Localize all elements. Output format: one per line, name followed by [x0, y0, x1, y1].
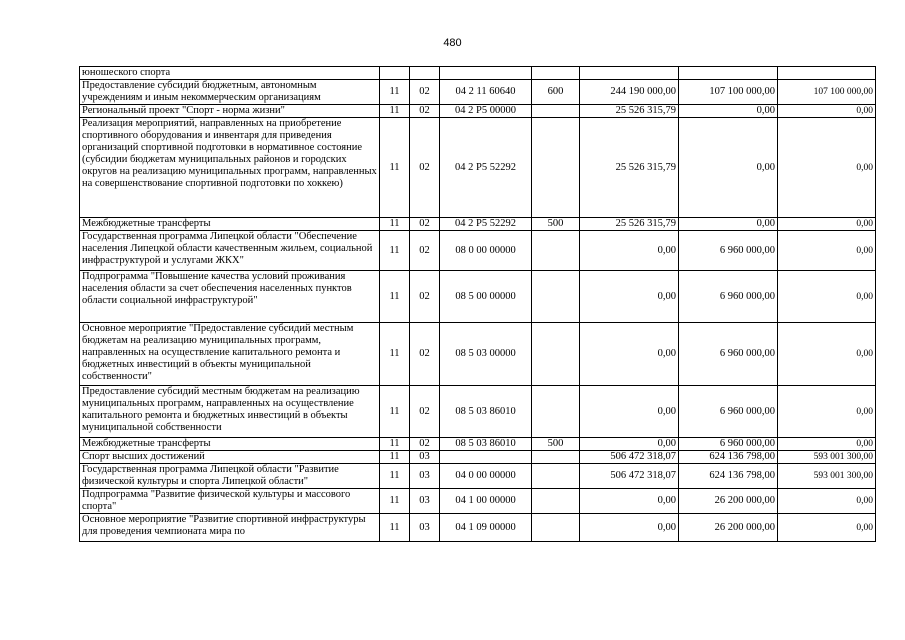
amount-year-3: 0,00: [778, 231, 876, 271]
row-name: Основное мероприятие "Предоставление субсидий местным бюджетам на реализацию муниципальных программ, направленных на осуществление капитального ремонта и бюджетных инвестиций в объекты муниципальной собственности": [80, 323, 380, 386]
amount-year-2: 624 136 798,00: [679, 464, 778, 489]
amount-year-1: 244 190 000,00: [580, 80, 679, 105]
target-article-code: 04 0 00 00000: [440, 464, 532, 489]
section-code: 11: [380, 464, 410, 489]
amount-year-2: [679, 67, 778, 80]
target-article-code: 08 0 00 00000: [440, 231, 532, 271]
row-name: Подпрограмма "Развитие физической культуры и массового спорта": [80, 489, 380, 514]
expense-type-code: 500: [532, 438, 580, 451]
amount-year-3: 107 100 000,00: [778, 80, 876, 105]
target-article-code: [440, 67, 532, 80]
target-article-code: 04 2 P5 00000: [440, 105, 532, 118]
amount-year-1: 25 526 315,79: [580, 105, 679, 118]
amount-year-2: 6 960 000,00: [679, 438, 778, 451]
amount-year-1: 25 526 315,79: [580, 118, 679, 218]
amount-year-2: 6 960 000,00: [679, 386, 778, 438]
amount-year-2: 26 200 000,00: [679, 514, 778, 542]
amount-year-1: 25 526 315,79: [580, 218, 679, 231]
amount-year-1: 506 472 318,07: [580, 464, 679, 489]
row-name: Подпрограмма "Повышение качества условий проживания населения области за счет обеспечения населенных пунктов области социальной инфраструктурой": [80, 271, 380, 323]
expense-type-code: [532, 323, 580, 386]
subsection-code: 02: [410, 231, 440, 271]
amount-year-2: 107 100 000,00: [679, 80, 778, 105]
section-code: 11: [380, 451, 410, 464]
amount-year-1: 0,00: [580, 271, 679, 323]
table-row: [80, 105, 876, 118]
amount-year-2: 6 960 000,00: [679, 271, 778, 323]
expense-type-code: [532, 489, 580, 514]
expense-type-code: [532, 464, 580, 489]
section-code: 11: [380, 231, 410, 271]
row-name: Государственная программа Липецкой области "Обеспечение населения Липецкой области качественным жильем, социальной инфраструктурой и услугами ЖКХ": [80, 231, 380, 271]
row-name: Предоставление субсидий местным бюджетам на реализацию муниципальных программ, направленных на осуществление капитального ремонта и бюджетных инвестиций в объекты муниципальной собственности: [80, 386, 380, 438]
section-code: 11: [380, 323, 410, 386]
row-name: Межбюджетные трансферты: [80, 218, 380, 231]
expense-type-code: [532, 271, 580, 323]
page-number: 480: [443, 37, 462, 49]
subsection-code: 02: [410, 438, 440, 451]
section-code: 11: [380, 218, 410, 231]
table-row: [80, 67, 876, 80]
amount-year-1: 0,00: [580, 386, 679, 438]
section-code: 11: [380, 80, 410, 105]
amount-year-3: 0,00: [778, 271, 876, 323]
target-article-code: 08 5 03 86010: [440, 438, 532, 451]
amount-year-1: 0,00: [580, 438, 679, 451]
expense-type-code: [532, 231, 580, 271]
amount-year-3: 0,00: [778, 386, 876, 438]
subsection-code: 02: [410, 105, 440, 118]
target-article-code: 04 2 P5 52292: [440, 218, 532, 231]
target-article-code: [440, 451, 532, 464]
target-article-code: 04 2 11 60640: [440, 80, 532, 105]
target-article-code: 04 2 P5 52292: [440, 118, 532, 218]
subsection-code: 02: [410, 386, 440, 438]
table-row: [80, 464, 876, 489]
table-row: [80, 323, 876, 386]
amount-year-2: 624 136 798,00: [679, 451, 778, 464]
section-code: 11: [380, 438, 410, 451]
amount-year-1: [580, 67, 679, 80]
row-name: Государственная программа Липецкой области "Развитие физической культуры и спорта Липецкой области": [80, 464, 380, 489]
section-code: 11: [380, 118, 410, 218]
target-article-code: 08 5 03 00000: [440, 323, 532, 386]
amount-year-3: 0,00: [778, 489, 876, 514]
table-body: [80, 67, 876, 542]
amount-year-3: 0,00: [778, 323, 876, 386]
row-name: Реализация мероприятий, направленных на приобретение спортивного оборудования и инвентаря для приведения организаций спортивной подготовки в нормативное состояние (субсидии бюджетам муниципальных районов и городских округов на реализацию муниципальных программ, направленных на совершенствование спортивной подготовки по хоккею): [80, 118, 380, 218]
subsection-code: 03: [410, 451, 440, 464]
amount-year-2: 6 960 000,00: [679, 231, 778, 271]
expense-type-code: 500: [532, 218, 580, 231]
row-name: Спорт высших достижений: [80, 451, 380, 464]
table-row: [80, 514, 876, 542]
section-code: 11: [380, 271, 410, 323]
amount-year-3: 0,00: [778, 438, 876, 451]
subsection-code: 03: [410, 514, 440, 542]
amount-year-2: 26 200 000,00: [679, 489, 778, 514]
target-article-code: 04 1 00 00000: [440, 489, 532, 514]
expense-type-code: [532, 67, 580, 80]
amount-year-1: 506 472 318,07: [580, 451, 679, 464]
table-row: [80, 451, 876, 464]
budget-table: [79, 66, 876, 542]
expense-type-code: [532, 514, 580, 542]
amount-year-2: 6 960 000,00: [679, 323, 778, 386]
amount-year-3: 0,00: [778, 118, 876, 218]
row-name: Предоставление субсидий бюджетным, автономным учреждениям и иным некоммерческим организациям: [80, 80, 380, 105]
subsection-code: 02: [410, 218, 440, 231]
amount-year-2: 0,00: [679, 105, 778, 118]
section-code: 11: [380, 514, 410, 542]
subsection-code: 02: [410, 323, 440, 386]
table-row: [80, 489, 876, 514]
expense-type-code: [532, 386, 580, 438]
target-article-code: 08 5 00 00000: [440, 271, 532, 323]
amount-year-3: 593 001 300,00: [778, 451, 876, 464]
amount-year-3: 0,00: [778, 105, 876, 118]
subsection-code: 03: [410, 489, 440, 514]
amount-year-1: 0,00: [580, 489, 679, 514]
expense-type-code: [532, 105, 580, 118]
table-row: [80, 218, 876, 231]
expense-type-code: 600: [532, 80, 580, 105]
amount-year-3: [778, 67, 876, 80]
subsection-code: 03: [410, 464, 440, 489]
row-name: Межбюджетные трансферты: [80, 438, 380, 451]
subsection-code: [410, 67, 440, 80]
amount-year-3: 593 001 300,00: [778, 464, 876, 489]
row-name: Региональный проект "Спорт - норма жизни": [80, 105, 380, 118]
table-row: [80, 271, 876, 323]
expense-type-code: [532, 451, 580, 464]
amount-year-1: 0,00: [580, 514, 679, 542]
amount-year-3: 0,00: [778, 218, 876, 231]
subsection-code: 02: [410, 80, 440, 105]
section-code: 11: [380, 489, 410, 514]
table-row: [80, 438, 876, 451]
amount-year-1: 0,00: [580, 323, 679, 386]
table-row: [80, 80, 876, 105]
amount-year-2: 0,00: [679, 218, 778, 231]
table-row: [80, 386, 876, 438]
subsection-code: 02: [410, 271, 440, 323]
amount-year-2: 0,00: [679, 118, 778, 218]
target-article-code: 04 1 09 00000: [440, 514, 532, 542]
amount-year-3: 0,00: [778, 514, 876, 542]
section-code: 11: [380, 105, 410, 118]
row-name: юношеского спорта: [80, 67, 380, 80]
target-article-code: 08 5 03 86010: [440, 386, 532, 438]
table-row: [80, 118, 876, 218]
table-row: [80, 231, 876, 271]
expense-type-code: [532, 118, 580, 218]
section-code: [380, 67, 410, 80]
subsection-code: 02: [410, 118, 440, 218]
section-code: 11: [380, 386, 410, 438]
amount-year-1: 0,00: [580, 231, 679, 271]
row-name: Основное мероприятие "Развитие спортивной инфраструктуры для проведения чемпионата мира по: [80, 514, 380, 542]
